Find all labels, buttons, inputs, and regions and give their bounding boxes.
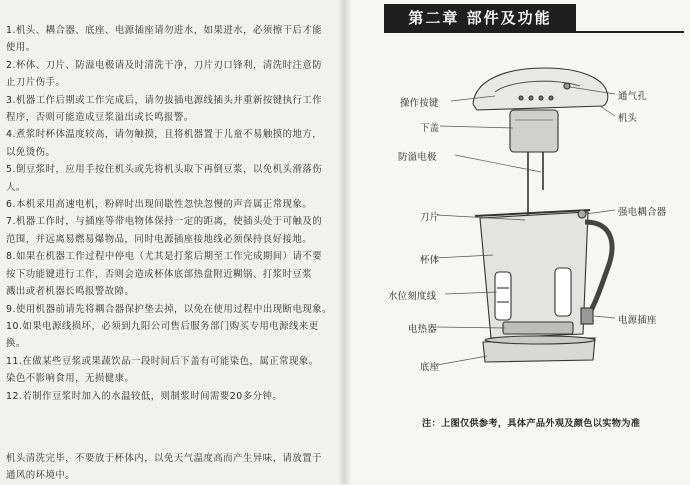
strong-coupler	[578, 210, 586, 218]
notice-line: 11.在做某些豆浆或果蔬饮品一段时间后下盖有可能染色，属正常现象。	[6, 355, 319, 367]
notice-line: 染色不影响食用，无损健康。	[6, 373, 135, 385]
notice-line: 使用。	[6, 42, 36, 54]
label-control-keys: 操作按键	[400, 98, 439, 109]
notice-line: 5.倒豆浆时，应用手按住机头或先将机头取下再倒豆浆，以免机头滑落伤	[6, 164, 323, 176]
chapter-rule	[384, 31, 684, 33]
label-power-socket: 电源插座	[618, 315, 657, 326]
notice-line: 范围，并远离易燃易爆物品，同时电源插座接地线必须保持良好接地。	[6, 233, 313, 245]
lower-cover	[510, 110, 558, 152]
notice-line: 按下功能键进行工作，否则会造成杯体底部热盘附近糊锅、打浆时豆浆	[6, 268, 313, 280]
label-heater: 电热器	[408, 324, 438, 335]
chapter-title: 第二章 部件及功能	[384, 4, 576, 32]
power-socket	[581, 308, 593, 324]
vent-hole	[564, 83, 570, 89]
notice-line: 以免烫伤。	[6, 146, 56, 158]
jug-handle	[585, 222, 612, 320]
notice-line: 2.杯体、刀片、防溢电极请及时清洗干净，刀片刃口锋利，清洗时注意防	[6, 59, 323, 71]
notice-line: 4.煮浆时杯体温度较高，请勿触摸，且将机器置于儿童不易触摸的地方，	[6, 129, 323, 141]
label-lower-cover: 下盖	[420, 123, 440, 134]
notice-line: 1.机头、耦合器、底座、电源插座请勿进水，如果进水，必须擦干后才能	[6, 25, 323, 36]
label-base: 底座	[420, 362, 440, 373]
notice-line: 8.如果在机器工作过程中停电（尤其是打浆后期至工作完成期间）请不要	[6, 251, 323, 263]
label-jug: 杯体	[420, 255, 440, 266]
head-shape	[473, 68, 608, 110]
notice-line: 人。	[6, 181, 26, 193]
notice-line: 9.使用机器前请先将耦合器保护垫去掉，以免在使用过程中出现断电现象。	[6, 303, 332, 315]
label-head: 机头	[618, 113, 638, 124]
label-strong-coupler: 强电耦合器	[618, 207, 667, 218]
left-page	[0, 0, 345, 484]
label-blade: 刀片	[420, 212, 440, 223]
footer-line: 通风的环境中。	[6, 470, 76, 482]
disclaimer-note: 注：上图仅供参考，具体产品外观及颜色以实物为准	[422, 418, 641, 429]
heater	[503, 322, 573, 334]
label-water-level: 水位刻度线	[388, 291, 437, 302]
label-vent-hole: 通气孔	[618, 91, 648, 102]
notice-line: 3.机器工作后期或工作完成后，请勿拔插电源线插头并重新按键执行工作	[6, 94, 323, 106]
footer-text	[6, 450, 334, 485]
notice-line: 10.如果电源线损坏，必须到九阳公司售后服务部门购买专用电源线来更换。	[6, 320, 319, 350]
label-anti-overflow-electrode: 防溢电极	[398, 152, 437, 163]
notice-line: 程序，否则可能造成豆浆溢出或长鸣报警。	[6, 112, 194, 124]
notice-list	[6, 22, 334, 405]
water-level-window	[495, 272, 511, 320]
footer-line: 机头清洗完毕，不要放于杯体内，以免天气温度高而产生异味，请放置于	[6, 453, 323, 464]
notice-line: 6.本机采用高速电机，粉碎时出现间歇性忽快忽慢的声音属正常现象。	[6, 199, 313, 211]
notice-line: 12.若制作豆浆时加入的水温较低，则制浆时间需要20多分钟。	[6, 390, 283, 402]
notice-line: 7.机器工作时，与插座等带电物体保持一定的距离，使插头处于可触及的	[6, 216, 323, 228]
notice-line: 溅出或者机器长鸣报警故障。	[6, 286, 135, 298]
notice-line: 止刀片伤手。	[6, 77, 66, 89]
